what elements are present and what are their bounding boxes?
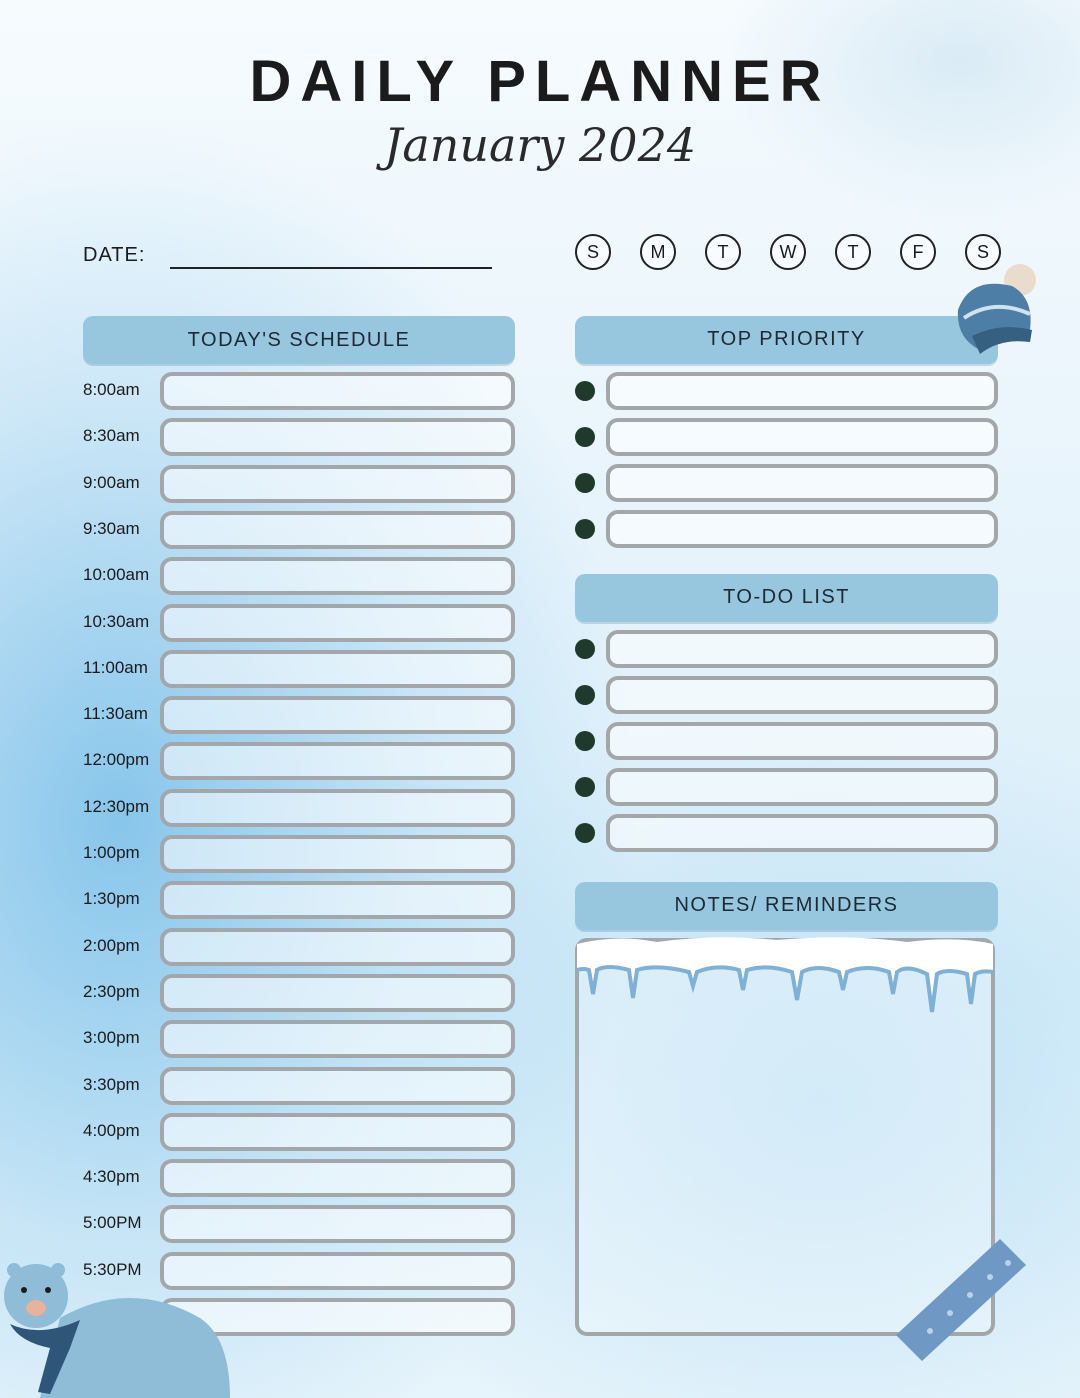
schedule-time-label: 11:00am: [83, 658, 148, 677]
schedule-slot[interactable]: [160, 1205, 515, 1243]
bullet-icon: [575, 381, 595, 401]
weekday-circle[interactable]: S: [965, 234, 1001, 270]
schedule-slot[interactable]: [160, 372, 515, 410]
weekday-circle[interactable]: M: [640, 234, 676, 270]
todo-item-field[interactable]: [606, 722, 998, 760]
schedule-time-label: 10:30am: [83, 612, 150, 631]
schedule-time-label: 3:00pm: [83, 1028, 140, 1047]
schedule-time-label: 5:30PM: [83, 1260, 142, 1279]
schedule-slot[interactable]: [160, 465, 515, 503]
schedule-time-label: 10:00am: [83, 565, 150, 584]
schedule-slot[interactable]: [160, 928, 515, 966]
todo-item-field[interactable]: [606, 630, 998, 668]
schedule-time-label: 3:30pm: [83, 1075, 140, 1094]
priority-item-field[interactable]: [606, 510, 998, 548]
beanie-icon: [950, 258, 1046, 358]
schedule-heading: TODAY'S SCHEDULE: [83, 316, 515, 364]
schedule-slot[interactable]: [160, 1159, 515, 1197]
schedule-time-label: 5:00PM: [83, 1213, 142, 1232]
schedule-slot[interactable]: [160, 974, 515, 1012]
todo-item-field[interactable]: [606, 676, 998, 714]
schedule-slot[interactable]: [160, 742, 515, 780]
schedule-time-label: 8:00am: [83, 380, 140, 399]
bullet-icon: [575, 519, 595, 539]
weekday-circle[interactable]: T: [835, 234, 871, 270]
schedule-slot[interactable]: [160, 789, 515, 827]
schedule-time-label: 8:30am: [83, 426, 140, 445]
schedule-slot[interactable]: [160, 557, 515, 595]
priority-item-field[interactable]: [606, 418, 998, 456]
bullet-icon: [575, 777, 595, 797]
todo-heading: TO-DO LIST: [575, 574, 998, 622]
schedule-slot[interactable]: [160, 1067, 515, 1105]
schedule-slot[interactable]: [160, 418, 515, 456]
schedule-slot[interactable]: [160, 696, 515, 734]
schedule-slot[interactable]: [160, 881, 515, 919]
date-label: DATE:: [83, 244, 146, 266]
schedule-slot[interactable]: [160, 511, 515, 549]
bullet-icon: [575, 427, 595, 447]
date-input-line[interactable]: [170, 267, 492, 269]
schedule-time-label: 9:00am: [83, 473, 140, 492]
bullet-icon: [575, 473, 595, 493]
schedule-time-label: 12:30pm: [83, 797, 150, 816]
weekday-circle[interactable]: S: [575, 234, 611, 270]
schedule-time-label: 1:30pm: [83, 889, 140, 908]
schedule-time-label: 2:30pm: [83, 982, 140, 1001]
schedule-slot[interactable]: [160, 835, 515, 873]
schedule-time-label: 1:00pm: [83, 843, 140, 862]
schedule-time-label: 12:00pm: [83, 750, 150, 769]
priority-item-field[interactable]: [606, 464, 998, 502]
priority-heading: TOP PRIORITY: [575, 316, 998, 364]
schedule-slot[interactable]: [160, 1020, 515, 1058]
weekday-selector: [575, 234, 1001, 270]
notes-heading: NOTES/ REMINDERS: [575, 882, 998, 930]
schedule-slot[interactable]: [160, 650, 515, 688]
todo-item-field[interactable]: [606, 814, 998, 852]
bullet-icon: [575, 731, 595, 751]
washi-tape-decoration: [890, 1235, 1030, 1365]
icicle-decoration: [577, 934, 993, 1024]
bullet-icon: [575, 823, 595, 843]
schedule-time-label: 2:00pm: [83, 936, 140, 955]
polar-bear-icon: [0, 1258, 240, 1398]
schedule-slot[interactable]: [160, 1113, 515, 1151]
todo-item-field[interactable]: [606, 768, 998, 806]
weekday-circle[interactable]: W: [770, 234, 806, 270]
weekday-circle[interactable]: T: [705, 234, 741, 270]
schedule-slot[interactable]: [160, 604, 515, 642]
priority-item-field[interactable]: [606, 372, 998, 410]
page-subtitle: January 2024: [383, 118, 697, 172]
schedule-time-label: 9:30am: [83, 519, 140, 538]
schedule-time-label: 4:00pm: [83, 1121, 140, 1140]
schedule-time-label: 4:30pm: [83, 1167, 140, 1186]
weekday-circle[interactable]: F: [900, 234, 936, 270]
page-title: DAILY PLANNER: [249, 49, 831, 114]
bullet-icon: [575, 685, 595, 705]
bullet-icon: [575, 639, 595, 659]
schedule-time-label: 11:30am: [83, 704, 148, 723]
